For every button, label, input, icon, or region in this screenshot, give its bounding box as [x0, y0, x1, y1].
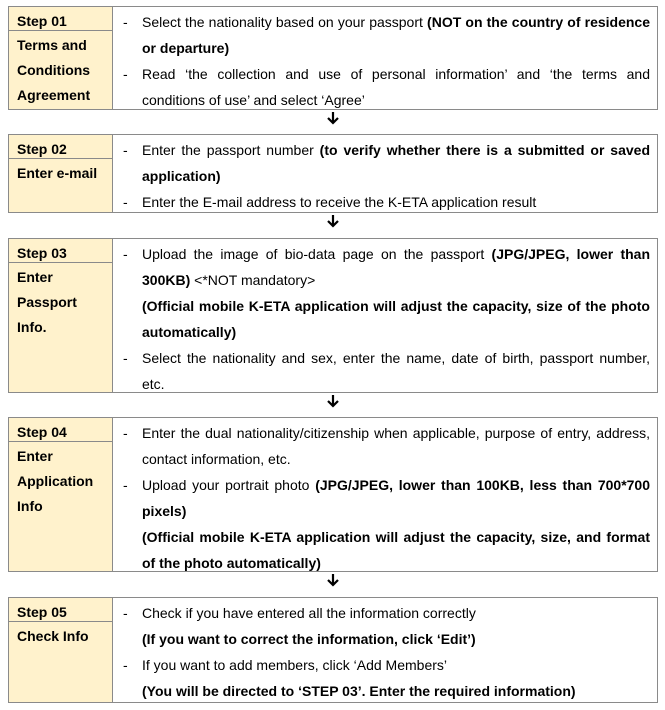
step-title-line: Conditions — [17, 62, 91, 78]
bullet-sub-note: (You will be directed to ‘STEP 03’. Enter the required information) — [142, 683, 576, 699]
bullet-sub-note: (If you want to correct the information, click ‘Edit’) — [142, 631, 476, 647]
dash-marker: - — [123, 350, 128, 366]
arrow-down-icon — [326, 573, 340, 587]
step-title-line: Application — [17, 473, 94, 489]
step-title-line: Check Info — [17, 628, 89, 644]
bullet-text: Enter the dual nationality/citizenship when applicable, purpose of entry, address, contact information, etc. — [142, 425, 650, 467]
step-title-line: Enter e-mail — [17, 165, 98, 181]
bullet-item — [123, 600, 650, 626]
step-number: Step 04 — [9, 418, 112, 442]
step-title — [9, 622, 112, 649]
step-02-row — [8, 134, 658, 213]
bullet-item — [123, 241, 650, 293]
bullet-text: If you want to add members, click ‘Add Members’ — [142, 657, 448, 673]
step-title — [9, 31, 112, 108]
bullet-item — [123, 61, 650, 113]
step-content-cell — [113, 135, 657, 212]
bullet-item — [123, 345, 650, 397]
step-title-line: Info — [17, 498, 43, 514]
dash-marker: - — [123, 605, 128, 621]
step-content-cell — [113, 7, 657, 109]
step-content-cell — [113, 598, 657, 702]
arrow-down-icon — [326, 394, 340, 408]
dash-marker: - — [123, 66, 128, 82]
bullet-text: Upload the image of bio-data page on the passport — [142, 246, 492, 262]
bullet-item — [123, 9, 650, 61]
bullet-text: Read ‘the collection and use of personal information’ and ‘the terms and conditions of use’ and select ‘Agree’ — [142, 66, 650, 108]
dash-marker: - — [123, 194, 128, 210]
bullet-item — [123, 189, 650, 215]
bullet-item — [123, 137, 650, 189]
bullet-text: Enter the passport number — [142, 142, 320, 158]
bullet-bold-text: (JPG/JPEG, lower than 300KB) — [142, 246, 651, 288]
bullet-text: Select the nationality based on your passport — [142, 14, 428, 30]
step-title-line: Agreement — [17, 87, 91, 103]
step-number: Step 01 — [9, 7, 112, 31]
step-label-cell — [9, 239, 113, 392]
step-title — [9, 263, 112, 340]
dash-marker: - — [123, 425, 128, 441]
dash-marker: - — [123, 246, 128, 262]
step-title — [9, 159, 112, 186]
arrow-down-icon — [326, 111, 340, 125]
step-number: Step 05 — [9, 598, 112, 622]
step-title-line: Terms and — [17, 37, 87, 53]
bullet-text: Enter the E-mail address to receive the K-ETA application result — [142, 194, 537, 210]
step-01-row — [8, 6, 658, 110]
bullet-text: Check if you have entered all the information correctly — [142, 605, 476, 621]
bullet-sub-note: (Official mobile K-ETA application will adjust the capacity, size of the photo automatically) — [142, 298, 650, 340]
step-03-row — [8, 238, 658, 393]
bullet-item — [123, 652, 650, 678]
step-label-cell — [9, 7, 113, 109]
dash-marker: - — [123, 477, 128, 493]
step-title-line: Passport — [17, 294, 77, 310]
bullet-item — [123, 420, 650, 472]
step-title-line: Info. — [17, 319, 47, 335]
bullet-bold-text: (JPG/JPEG, lower than 100KB, less than 700*700 pixels) — [142, 477, 651, 519]
step-number: Step 02 — [9, 135, 112, 159]
step-title — [9, 442, 112, 519]
step-title-line: Enter — [17, 448, 53, 464]
step-content-cell — [113, 239, 657, 392]
step-title-line: Enter — [17, 269, 53, 285]
step-05-row — [8, 597, 658, 703]
bullet-bold-text: (to verify whether there is a submitted or saved application) — [142, 142, 651, 184]
step-04-row — [8, 417, 658, 572]
bullet-sub-note: (Official mobile K-ETA application will adjust the capacity, size, and format of the photo automatically) — [142, 529, 650, 571]
dash-marker: - — [123, 14, 128, 30]
bullet-item — [123, 472, 650, 524]
bullet-bold-text: (NOT on the country of residence or departure) — [142, 14, 650, 56]
bullet-text: Select the nationality and sex, enter the name, date of birth, passport number, etc. — [142, 350, 650, 392]
dash-marker: - — [123, 657, 128, 673]
bullet-text: Upload your portrait photo — [142, 477, 316, 493]
step-number: Step 03 — [9, 239, 112, 263]
step-label-cell — [9, 598, 113, 702]
step-content-cell — [113, 418, 657, 571]
dash-marker: - — [123, 142, 128, 158]
bullet-note-text: <*NOT mandatory> — [190, 272, 316, 288]
arrow-down-icon — [326, 214, 340, 228]
step-label-cell — [9, 418, 113, 571]
step-label-cell — [9, 135, 113, 212]
